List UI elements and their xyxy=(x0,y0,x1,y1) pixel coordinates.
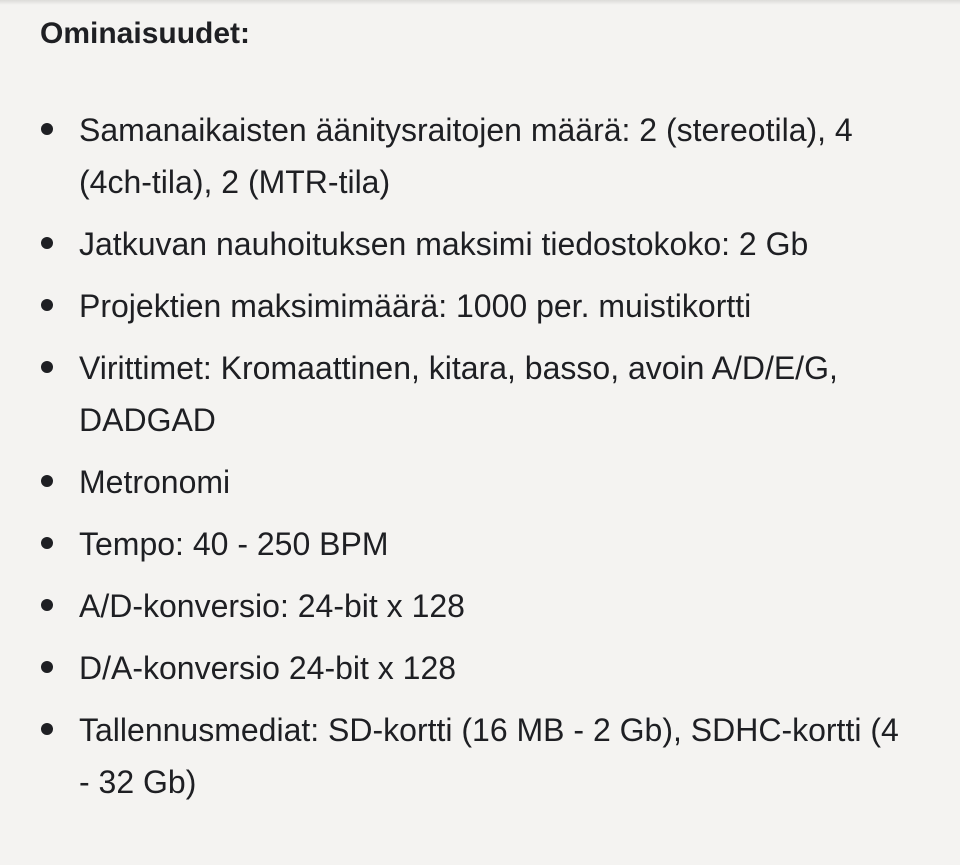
list-item xyxy=(0,104,960,208)
bullet-icon xyxy=(41,361,53,373)
feature-text: Samanaikaisten äänitysraitojen määrä: 2 (stereotila), 4 (4ch-tila), 2 (MTR-tila) xyxy=(79,112,853,200)
list-item xyxy=(0,642,960,694)
bullet-icon xyxy=(41,661,53,673)
feature-text: Virittimet: Kromaattinen, kitara, basso, avoin A/D/E/G, DADGAD xyxy=(79,350,838,438)
bullet-icon xyxy=(41,723,53,735)
bullet-icon xyxy=(41,537,53,549)
list-item xyxy=(0,580,960,632)
feature-text: Tempo: 40 - 250 BPM xyxy=(79,526,389,562)
bullet-icon xyxy=(41,299,53,311)
list-item xyxy=(0,280,960,332)
list-item xyxy=(0,518,960,570)
list-item xyxy=(0,456,960,508)
feature-list xyxy=(0,104,960,818)
bullet-icon xyxy=(41,123,53,135)
feature-text: Metronomi xyxy=(79,464,231,500)
bullet-icon xyxy=(41,599,53,611)
feature-text: Jatkuvan nauhoituksen maksimi tiedostokoko: 2 Gb xyxy=(79,226,809,262)
section-title: Ominaisuudet: xyxy=(40,17,251,50)
list-item xyxy=(0,704,960,808)
bullet-icon xyxy=(41,475,53,487)
list-item xyxy=(0,342,960,446)
feature-text: Tallennusmediat: SD-kortti (16 MB - 2 Gb), SDHC-kortti (4 - 32 Gb) xyxy=(79,712,899,800)
feature-text: Projektien maksimimäärä: 1000 per. muistikortti xyxy=(79,288,752,324)
feature-text: D/A-konversio 24-bit x 128 xyxy=(79,650,457,686)
bullet-icon xyxy=(41,237,53,249)
feature-text: A/D-konversio: 24-bit x 128 xyxy=(79,588,465,624)
list-item xyxy=(0,218,960,270)
top-edge-shadow xyxy=(0,0,960,5)
